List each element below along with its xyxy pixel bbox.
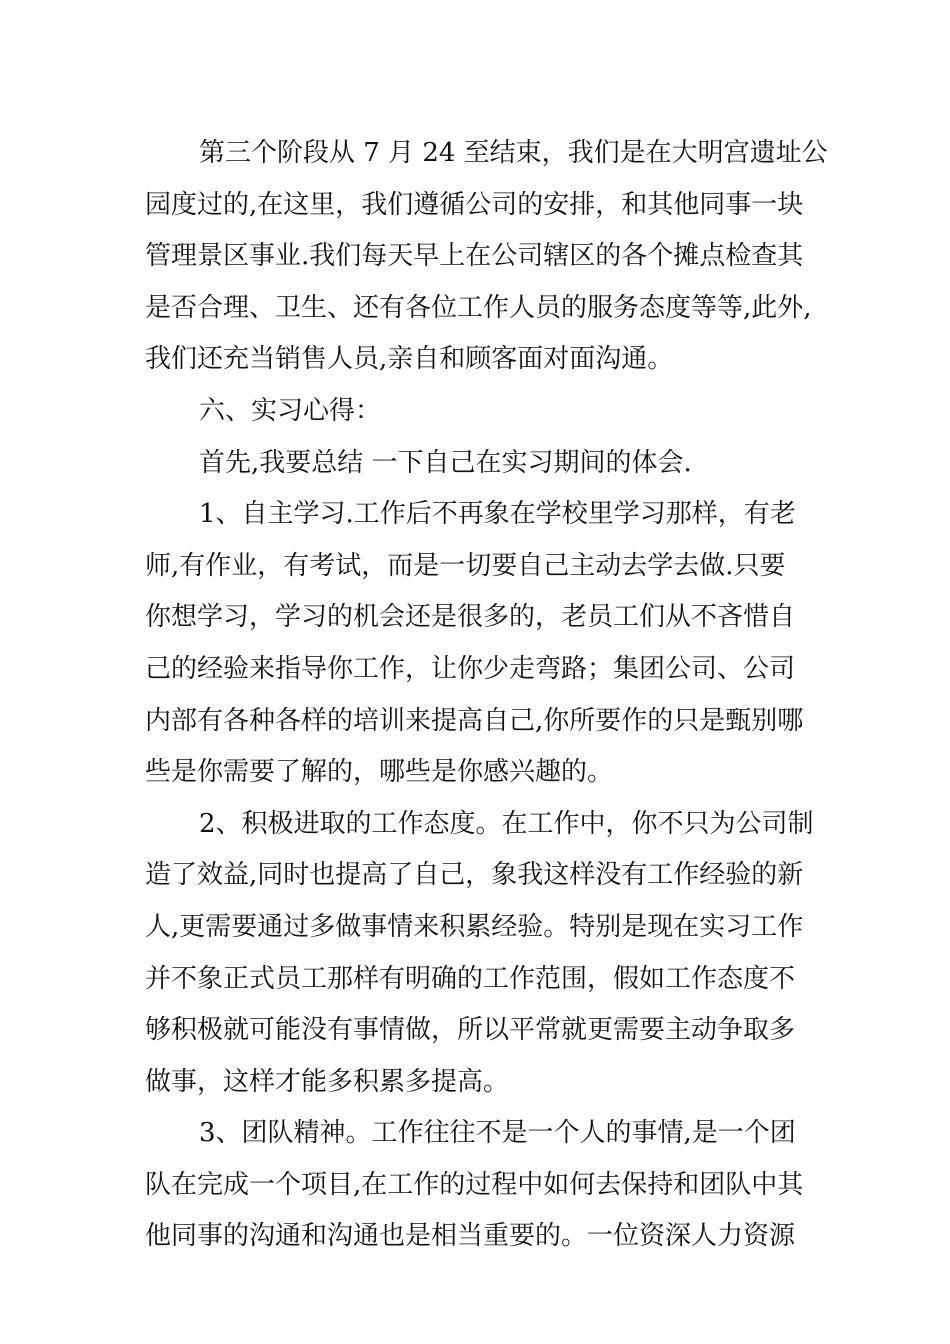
text-line: 并不象正式员工那样有明确的工作范围，假如工作态度不	[145, 963, 796, 994]
document-body	[145, 128, 828, 1263]
text-line: 他同事的沟通和沟通也是相当重要的。一位资深人力资源	[145, 1221, 796, 1252]
text-line: 1、自主学习.工作后不再象在学校里学习那样，有老	[199, 499, 796, 530]
text-line: 是否合理、卫生、还有各位工作人员的服务态度等等,此外,	[145, 292, 812, 323]
text-line: 我们还充当销售人员,亲自和顾客面对面沟通。	[145, 344, 674, 375]
text-line: 2、积极进取的工作态度。在工作中，你不只为公司制	[199, 808, 814, 839]
text-line: 第三个阶段从 7 月 24 至结束，我们是在大明宫遗址公	[199, 138, 828, 168]
text-line: 些是你需要了解的，哪些是你感兴趣的。	[145, 757, 614, 788]
text-line: 园度过的,在这里，我们遵循公司的安排，和其他同事一块	[145, 189, 804, 220]
text-line: 师,有作业，有考试，而是一切要自己主动去学去做.只要	[145, 550, 786, 581]
text-line: 做事，这样才能多积累多提高。	[145, 1066, 510, 1097]
text-line: 人,更需要通过多做事情来积累经验。特别是现在实习工作	[145, 911, 804, 942]
text-line: 己的经验来指导你工作，让你少走弯路；集团公司、公司	[145, 653, 796, 684]
text-line: 首先,我要总结 一下自己在实习期间的体会.	[199, 447, 692, 478]
text-line: 你想学习，学习的机会还是很多的，老员工们从不吝惜自	[145, 602, 796, 633]
text-line: 内部有各种各样的培训来提高自己,你所要作的只是甄别哪	[145, 705, 804, 736]
text-line: 管理景区事业.我们每天早上在公司辖区的各个摊点检查其	[145, 241, 804, 272]
text-line: 3、团队精神。工作往往不是一个人的事情,是一个团	[199, 1118, 796, 1149]
section-heading: 六、实习心得：	[199, 395, 382, 426]
text-line: 队在完成一个项目,在工作的过程中如何去保持和团队中其	[145, 1169, 804, 1200]
text-line: 够积极就可能没有事情做，所以平常就更需要主动争取多	[145, 1015, 796, 1046]
text-line: 造了效益,同时也提高了自己，象我这样没有工作经验的新	[145, 860, 804, 891]
